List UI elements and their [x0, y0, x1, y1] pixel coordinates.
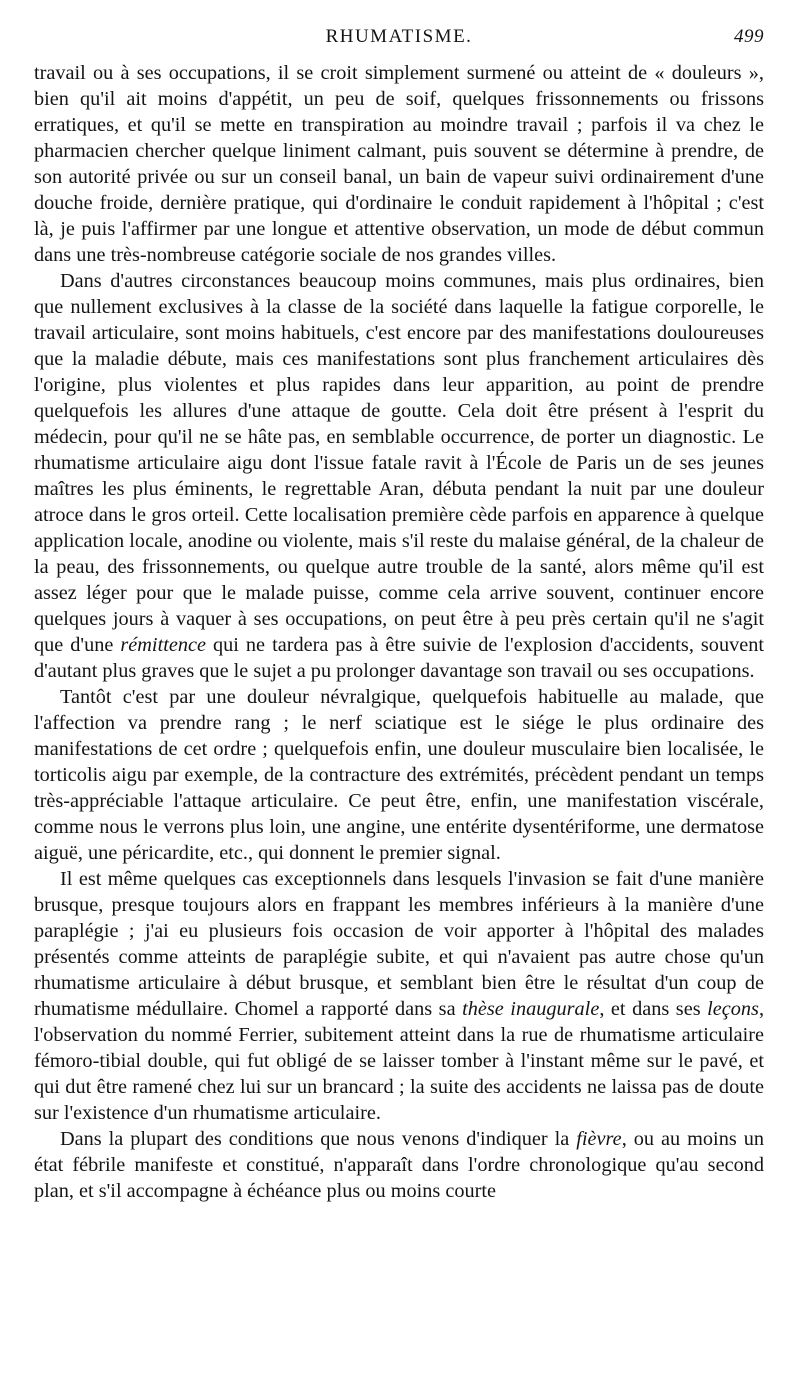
paragraph-4-text-c: , l'observation du nommé Ferrier, subitement atteint dans la rue de rhumatisme articulaire fémoro-tibial double, qui fut obligé de se laisser tomber à l'instant même sur le pavé, et qui dut être ramené chez lui sur un brancard ; la suite des accidents ne laissa pas de doute sur l'existence d'un rhumatisme articulaire. — [34, 998, 764, 1124]
paragraph-3-text: Tantôt c'est par une douleur névralgique, quelquefois habituelle au malade, que l'affection va prendre rang ; le nerf sciatique est le siége le plus ordinaire des manifestations de cet ordre ; quelquefois enfin, une douleur musculaire bien localisée, le torticolis aigu par exemple, de la contracture des extrémités, précèdent pendant un temps très-appréciable l'attaque articulaire. Ce peut être, enfin, une manifestation viscérale, comme nous le verrons plus loin, une angine, une entérite dysentériforme, une dermatose aiguë, une péricardite, etc., qui donnent le premier signal. — [34, 686, 764, 864]
book-page — [34, 26, 764, 1372]
page-header — [34, 26, 764, 60]
paragraph-4-text-b: , et dans ses — [599, 998, 708, 1020]
body-text — [34, 60, 764, 1204]
paragraph-4-emphasis-lessons: leçons — [707, 998, 759, 1020]
paragraph-2 — [34, 268, 764, 684]
paragraph-1 — [34, 60, 764, 268]
paragraph-5-emphasis: fièvre — [576, 1128, 622, 1150]
paragraph-2-emphasis: rémittence — [120, 634, 206, 656]
paragraph-2-text-a: Dans d'autres circonstances beaucoup moins communes, mais plus ordinaires, bien que nullement exclusives à la classe de la société dans laquelle la fatigue corporelle, le travail articulaire, sont moins habituels, c'est encore par des manifestations douloureuses que la maladie débute, mais ces manifestations sont plus franchement articulaires dès l'origine, plus violentes et plus rapides dans leur apparition, au point de prendre quelquefois les allures d'une attaque de goutte. Cela doit être présent à l'esprit du médecin, pour qu'il ne se hâte pas, en semblable occurrence, de porter un diagnostic. Le rhumatisme articulaire aigu dont l'issue fatale ravit à l'École de Paris un de ses jeunes maîtres les plus éminents, le regrettable Aran, débuta pendant la nuit par une douleur atroce dans le gros orteil. Cette localisation première cède parfois en apparence à quelque application locale, anodine ou violente, mais s'il reste du malaise général, de la chaleur de la peau, des frissonnements, ou quelque autre trouble de la santé, alors même qu'il est assez léger pour que le malade puisse, comme cela arrive souvent, continuer encore quelques jours à vaquer à ses occupations, on peut être à peu près certain qu'il ne s'agit que d'une — [34, 270, 764, 656]
paragraph-4-emphasis-thesis: thèse inaugurale — [462, 998, 600, 1020]
paragraph-4-text-a: Il est même quelques cas exceptionnels dans lesquels l'invasion se fait d'une manière brusque, presque toujours alors en frappant les membres inférieurs à la manière d'une paraplégie ; j'ai eu plusieurs fois occasion de voir apporter à l'hôpital des malades présentés comme atteints de paraplégie subite, et qui n'avaient pas autre chose qu'un rhumatisme articulaire à début brusque, et semblant bien être le résultat d'un coup de rhumatisme médullaire. Chomel a rapporté dans sa — [34, 868, 764, 1020]
paragraph-4 — [34, 866, 764, 1126]
paragraph-1-text: travail ou à ses occupations, il se croit simplement surmené ou atteint de « douleurs », bien qu'il ait moins d'appétit, un peu de soif, quelques frissonnements ou frissons erratiques, et qu'il se mette en transpiration au moindre travail ; parfois il va chez le pharmacien chercher quelque liniment calmant, puis souvent se détermine à prendre, de son autorité privée ou sur un conseil banal, un bain de vapeur suivi ordinairement d'une douche froide, dernière pratique, qui d'ordinaire le conduit rapidement à l'hôpital ; c'est là, je puis l'affirmer par une longue et attentive observation, un mode de début commun dans une très-nombreuse catégorie sociale de nos grandes villes. — [34, 62, 764, 266]
running-title: RHUMATISME. — [325, 26, 473, 47]
paragraph-5-text-b: , ou au moins un état fébrile manifeste et constitué, n'apparaît dans l'ordre chronologique qu'au second plan, et s'il accompagne à échéance plus ou moins courte — [34, 1128, 764, 1202]
paragraph-5-text-a: Dans la plupart des conditions que nous venons d'indiquer la — [60, 1128, 577, 1150]
paragraph-2-text-b: qui ne tardera pas à être suivie de l'explosion d'accidents, souvent d'autant plus graves que le sujet a pu prolonger davantage son travail ou ses occupations. — [34, 634, 764, 682]
page-number: 499 — [734, 26, 764, 47]
paragraph-5 — [34, 1126, 764, 1204]
paragraph-3 — [34, 684, 764, 866]
